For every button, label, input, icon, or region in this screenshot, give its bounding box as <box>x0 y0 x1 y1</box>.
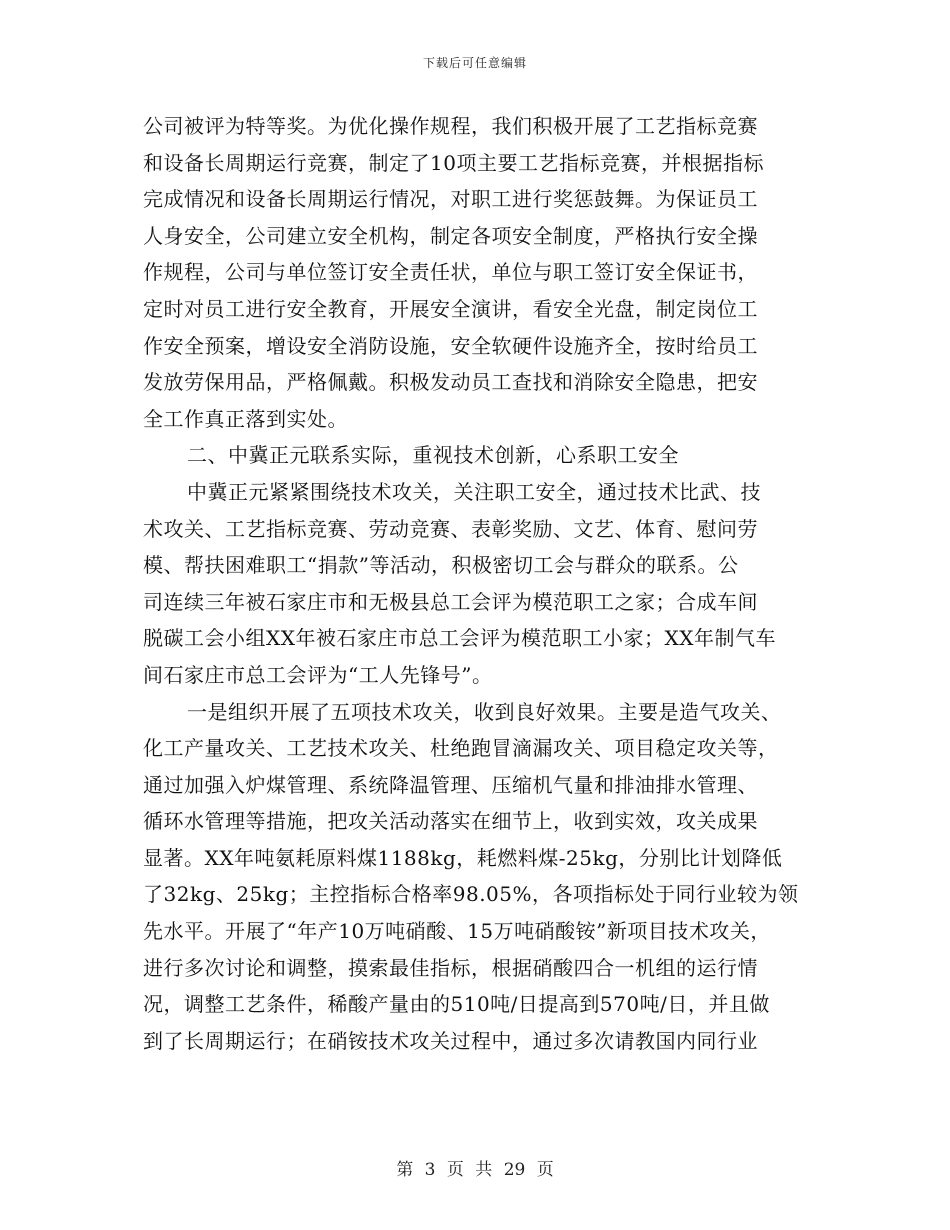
text-line: 发放劳保用品，严格佩戴。积极发动员工查找和消除安全隐患，把安 <box>143 370 758 395</box>
page-header: 下载后可任意编辑 <box>422 56 527 70</box>
text-line: 人身安全，公司建立安全机构，制定各项安全制度，严格执行安全操 <box>143 223 758 248</box>
text-line: 脱碳工会小组XX年被石家庄市总工会评为模范职工小家；XX年制气车 <box>143 626 776 651</box>
text-line: 模、帮扶困难职工“捐款”等活动，积极密切工会与群众的联系。公 <box>143 553 739 578</box>
text-line: 全工作真正落到实处。 <box>143 406 348 431</box>
text-line: 术攻关、工艺指标竞赛、劳动竞赛、表彰奖励、文艺、体育、慰问劳 <box>143 516 758 541</box>
text-line: 进行多次讨论和调整，摸索最佳指标，根据硝酸四合一机组的运行情 <box>143 955 758 980</box>
text-line: 化工产量攻关、工艺技术攻关、杜绝跑冒滴漏攻关、项目稳定攻关等， <box>143 736 779 761</box>
text-line: 通过加强入炉煤管理、系统降温管理、压缩机气量和排油排水管理、 <box>143 772 758 797</box>
text-line: 循环水管理等措施，把攻关活动落实在细节上，收到实效，攻关成果 <box>143 809 758 834</box>
page-footer: 第 3 页 共 29 页 <box>396 1160 554 1180</box>
text-line: 况，调整工艺条件，稀酸产量由的510吨/日提高到570吨/日，并且做 <box>143 992 770 1017</box>
text-line: 到了长周期运行；在硝铵技术攻关过程中，通过多次请教国内同行业 <box>143 1028 758 1053</box>
text-line: 司连续三年被石家庄市和无极县总工会评为模范职工之家；合成车间 <box>143 589 758 614</box>
text-line: 中冀正元紧紧围绕技术攻关，关注职工安全，通过技术比武、技 <box>187 479 761 504</box>
text-line: 完成情况和设备长周期运行情况，对职工进行奖惩鼓舞。为保证员工 <box>143 187 758 212</box>
text-line: 和设备长周期运行竞赛，制定了10项主要工艺指标竞赛，并根据指标 <box>143 150 764 175</box>
text-line: 公司被评为特等奖。为优化操作规程，我们积极开展了工艺指标竞赛 <box>143 114 758 138</box>
text-line: 定时对员工进行安全教育，开展安全演讲，看安全光盘，制定岗位工 <box>143 296 758 321</box>
text-line: 显著。XX年吨氨耗原料煤1188kg，耗燃料煤-25kg，分别比计划降低 <box>143 845 783 870</box>
text-line: 作安全预案，增设安全消防设施，安全软硬件设施齐全，按时给员工 <box>143 333 758 358</box>
text-line: 一是组织开展了五项技术攻关，收到良好效果。主要是造气攻关、 <box>187 699 782 724</box>
text-line: 间石家庄市总工会评为“工人先锋号”。 <box>143 662 493 687</box>
text-line: 了32kg、25kg；主控指标合格率98.05%，各项指标处于同行业较为领 <box>143 882 799 907</box>
document-body <box>143 108 815 1059</box>
text-line: 二、中冀正元联系实际，重视技术创新，心系职工安全 <box>187 443 679 468</box>
text-line: 作规程，公司与单位签订安全责任状，单位与职工签订安全保证书， <box>143 260 758 285</box>
text-line: 先水平。开展了“年产10万吨硝酸、15万吨硝酸铵”新项目技术攻关， <box>143 919 771 944</box>
